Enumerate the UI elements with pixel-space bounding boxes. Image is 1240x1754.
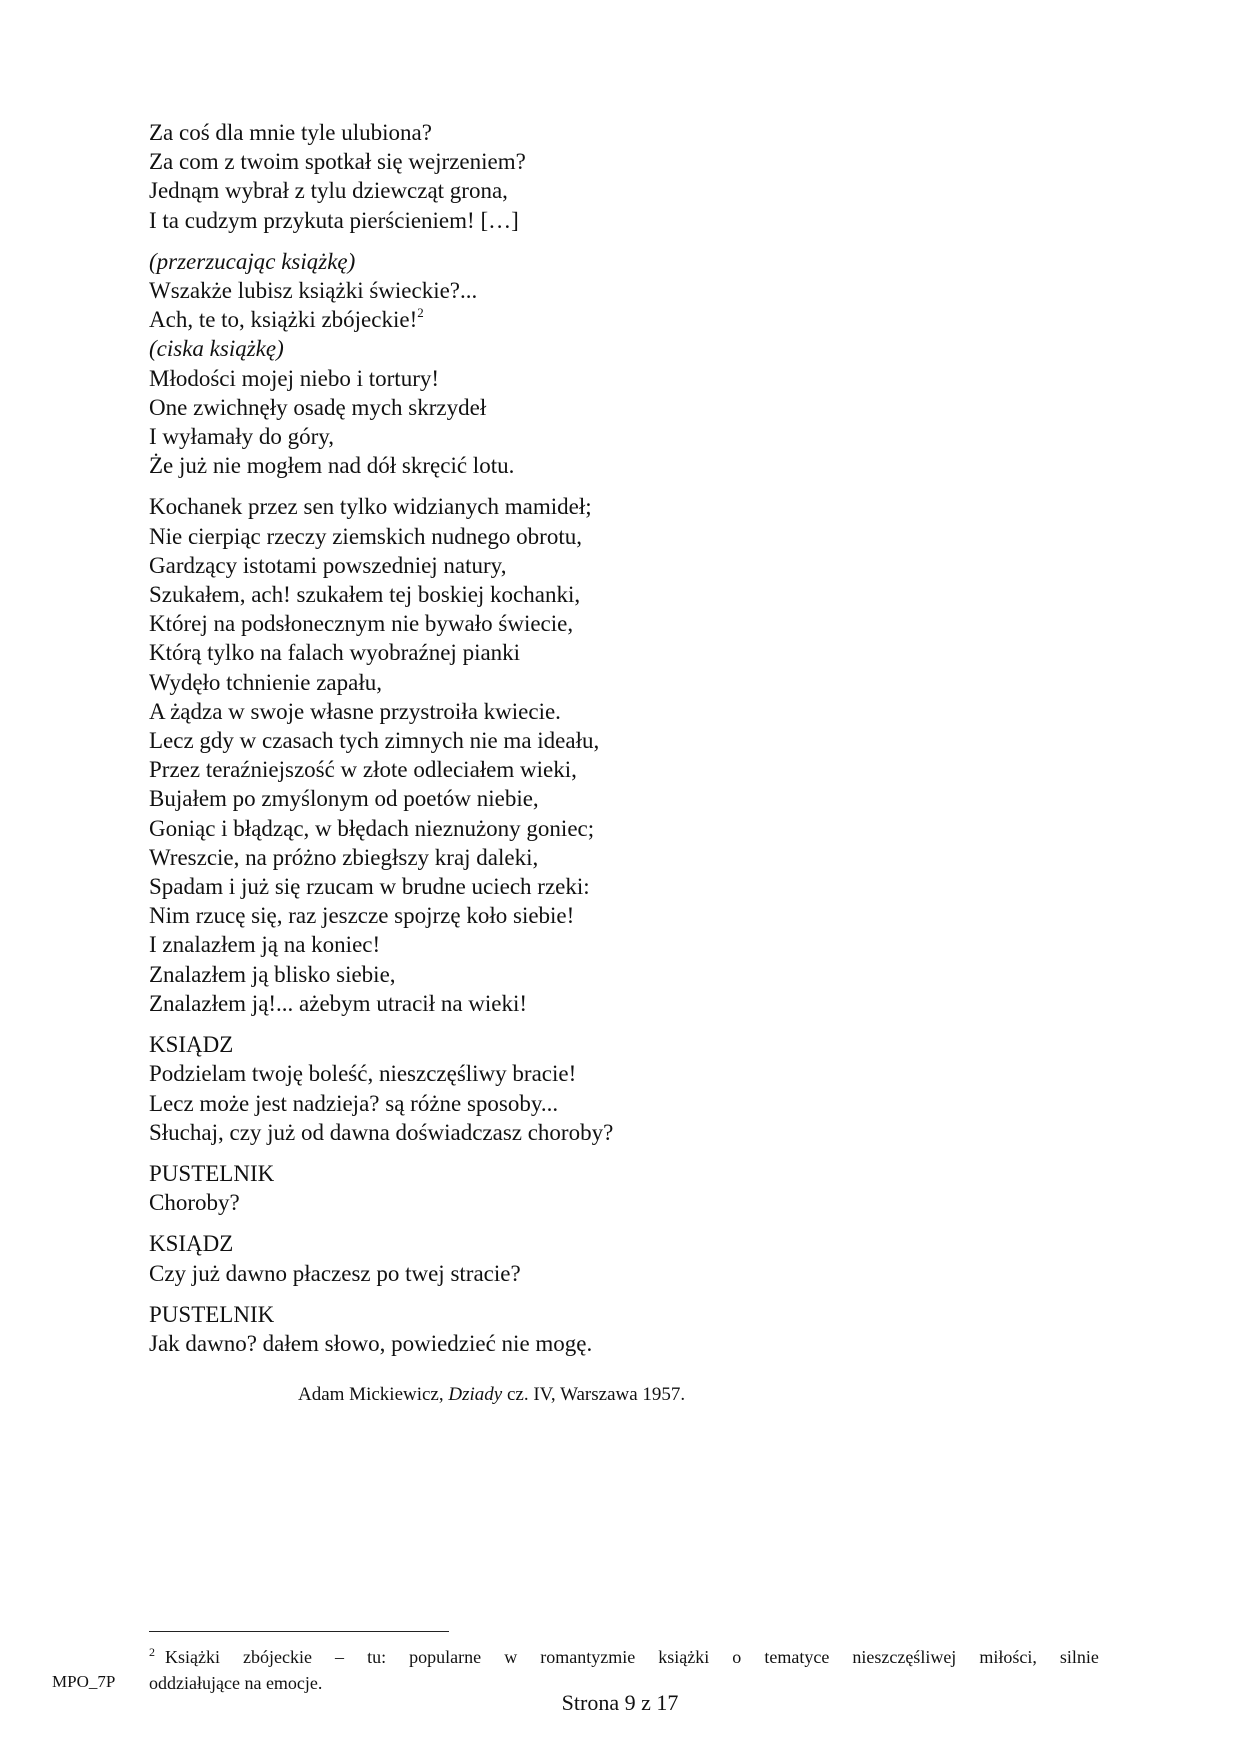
poem-line: A żądza w swoje własne przystroiła kwiecie. — [149, 698, 561, 724]
dialogue-pustelnik-2 — [149, 1300, 1049, 1358]
poem-line: Nie cierpiąc rzeczy ziemskich nudnego obrotu, — [149, 523, 582, 549]
footnote-word-text: Książki — [165, 1647, 220, 1667]
poem-line: Spadam i już się rzucam w brudne uciech rzeki: — [149, 874, 590, 900]
poem-line: Gardzący istotami powszedniej natury, — [149, 552, 507, 578]
poem-line: I wyłamały do góry, — [149, 424, 335, 450]
poem-line: Nim rzucę się, raz jeszcze spojrzę koło siebie! — [149, 903, 575, 929]
poem-line: Przez teraźniejszość w złote odleciałem wieki, — [149, 757, 577, 783]
footnote-word: romantyzmie — [540, 1647, 636, 1667]
citation-title: Dziady — [448, 1384, 503, 1405]
poem-line: Za com z twoim spotkał się wejrzeniem? — [149, 149, 526, 175]
dialogue-ksiadz-2 — [149, 1229, 1049, 1287]
stanza-2 — [149, 247, 1049, 481]
poem-line-text: Ach, te to, książki zbójeckie! — [149, 307, 418, 333]
footnote-divider — [149, 1631, 449, 1632]
footnote-word: nieszczęśliwej — [852, 1647, 957, 1667]
poem-line: Lecz gdy w czasach tych zimnych nie ma ideału, — [149, 728, 600, 754]
footnote-word: popularne — [409, 1647, 482, 1667]
poem-line: Młodości mojej niebo i tortury! — [149, 365, 440, 391]
footnote-word: tematyce — [764, 1647, 830, 1667]
footnote-word — [149, 1644, 220, 1670]
dialogue-line: Choroby? — [149, 1190, 240, 1216]
footnote-word: o — [732, 1647, 742, 1667]
dialogue-ksiadz-1 — [149, 1030, 1049, 1147]
footnote-word: – — [335, 1647, 345, 1667]
stage-direction: (przerzucając książkę) — [149, 248, 356, 274]
poem-line: Kochanek przez sen tylko widzianych mamideł; — [149, 494, 592, 520]
exam-code: MPO_7P — [52, 1672, 116, 1691]
footnote-word: książki — [658, 1647, 710, 1667]
source-citation — [298, 1384, 685, 1406]
footnote-word: silnie — [1059, 1647, 1099, 1667]
poem-line: Wszakże lubisz książki świeckie?... — [149, 278, 478, 304]
footnote-word: w — [504, 1647, 518, 1667]
poem-line: Za coś dla mnie tyle ulubiona? — [149, 120, 432, 145]
poem-line: Że już nie mogłem nad dół skręcić lotu. — [149, 453, 515, 479]
footnote-word: miłości, — [979, 1647, 1037, 1667]
footnote-line-1 — [149, 1644, 1099, 1670]
poem-line: One zwichnęły osadę mych skrzydeł — [149, 394, 487, 420]
poem-line: Bujałem po zmyślonym od poetów niebie, — [149, 786, 539, 812]
citation-details: cz. IV, Warszawa 1957. — [502, 1384, 686, 1405]
dialogue-line: Jak dawno? dałem słowo, powiedzieć nie mogę. — [149, 1330, 593, 1356]
speaker-name: KSIĄDZ — [149, 1032, 234, 1058]
poem-line: Którą tylko na falach wyobraźnej pianki — [149, 640, 521, 666]
poem-line: Znalazłem ją!... ażebym utracił na wieki! — [149, 990, 528, 1016]
speaker-name: PUSTELNIK — [149, 1160, 275, 1186]
footnote-reference: 2 — [417, 304, 424, 320]
poem-line: Szukałem, ach! szukałem tej boskiej kochanki, — [149, 582, 581, 608]
stanza-1 — [149, 118, 1049, 235]
poem-line: Goniąc i błądząc, w błędach nieznużony goniec; — [149, 815, 595, 841]
poem-line: Której na podsłonecznym nie bywało świecie, — [149, 611, 574, 637]
footnote-word: zbójeckie — [243, 1647, 312, 1667]
citation-author: Adam Mickiewicz, — [298, 1384, 449, 1405]
dialogue-line: Lecz może jest nadzieja? są różne sposoby... — [149, 1090, 559, 1116]
poem-line: Jednąm wybrał z tylu dziewcząt grona, — [149, 178, 508, 204]
footnote — [149, 1644, 1099, 1696]
poem-line: Wydęło tchnienie zapału, — [149, 669, 382, 695]
dialogue-pustelnik-1 — [149, 1159, 1049, 1217]
footnote-word: tu: — [367, 1647, 387, 1667]
poem-line-with-footnote — [149, 305, 1049, 334]
footnote-mark: 2 — [149, 1645, 155, 1659]
dialogue-line: Czy już dawno płaczesz po twej stracie? — [149, 1260, 521, 1286]
poem-line: Wreszcie, na próżno zbiegłszy kraj daleki, — [149, 844, 539, 870]
page-number: Strona 9 z 17 — [561, 1690, 679, 1715]
speaker-name: PUSTELNIK — [149, 1301, 275, 1327]
stanza-3 — [149, 492, 1049, 1018]
speaker-name: KSIĄDZ — [149, 1231, 234, 1257]
footnote-line-2: oddziałujące na emocje. — [149, 1673, 323, 1693]
poem-line: I znalazłem ją na koniec! — [149, 932, 381, 958]
stage-direction: (ciska książkę) — [149, 336, 284, 362]
dialogue-line: Podzielam twoję boleść, nieszczęśliwy bracie! — [149, 1061, 577, 1087]
poem-line: Znalazłem ją blisko siebie, — [149, 961, 396, 987]
dialogue-line: Słuchaj, czy już od dawna doświadczasz choroby? — [149, 1119, 614, 1145]
poem-line: I ta cudzym przykuta pierścieniem! […] — [149, 207, 519, 233]
poem-excerpt — [149, 118, 1049, 1370]
